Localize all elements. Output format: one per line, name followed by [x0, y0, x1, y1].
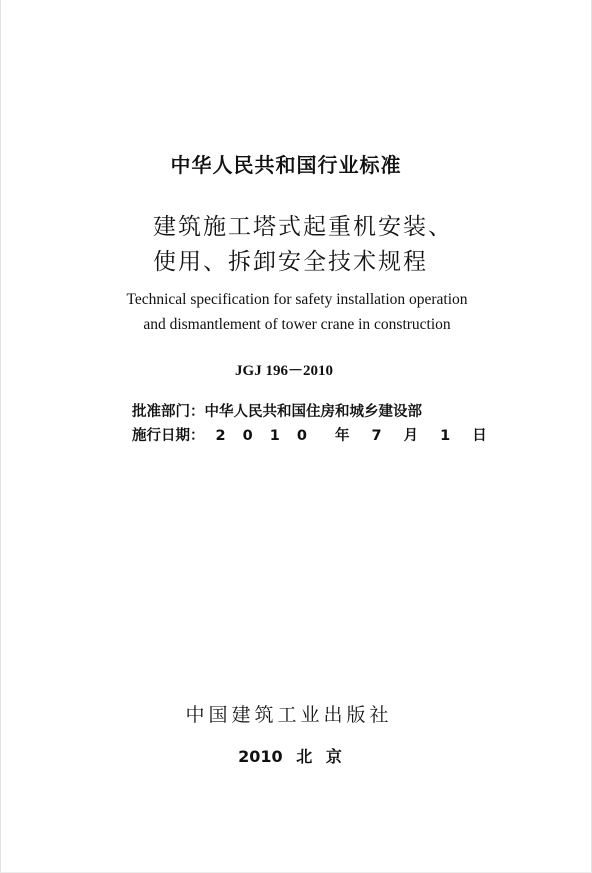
- standard-category: 中华人民共和国行业标准: [170, 153, 402, 177]
- publisher: 中国建筑工业出版社: [185, 704, 393, 726]
- approval-label: 批准部门：: [132, 404, 205, 420]
- imprint-year-city: 2010 北 京: [238, 747, 342, 766]
- title-chinese-line-2: 使用、拆卸安全技术规程: [153, 249, 428, 275]
- effective-label: 施行日期：: [132, 428, 205, 444]
- approval-value: 中华人民共和国住房和城乡建设部: [204, 404, 422, 420]
- effective-year: 2 0 1 0: [215, 428, 314, 444]
- effective-date: [132, 424, 487, 445]
- approval-department: [132, 400, 422, 421]
- effective-year-unit: 年: [335, 428, 350, 444]
- title-english-line-1: Technical specification for safety installation operation: [126, 291, 468, 308]
- effective-day: 1: [440, 428, 451, 444]
- effective-day-unit: 日: [472, 428, 487, 444]
- standard-code: JGJ 196－2010: [235, 363, 333, 379]
- title-english-line-2: and dismantlement of tower crane in construction: [143, 316, 451, 333]
- effective-month-unit: 月: [403, 428, 419, 444]
- title-chinese-line-1: 建筑施工塔式起重机安装、: [153, 214, 453, 240]
- effective-month: 7: [371, 428, 382, 444]
